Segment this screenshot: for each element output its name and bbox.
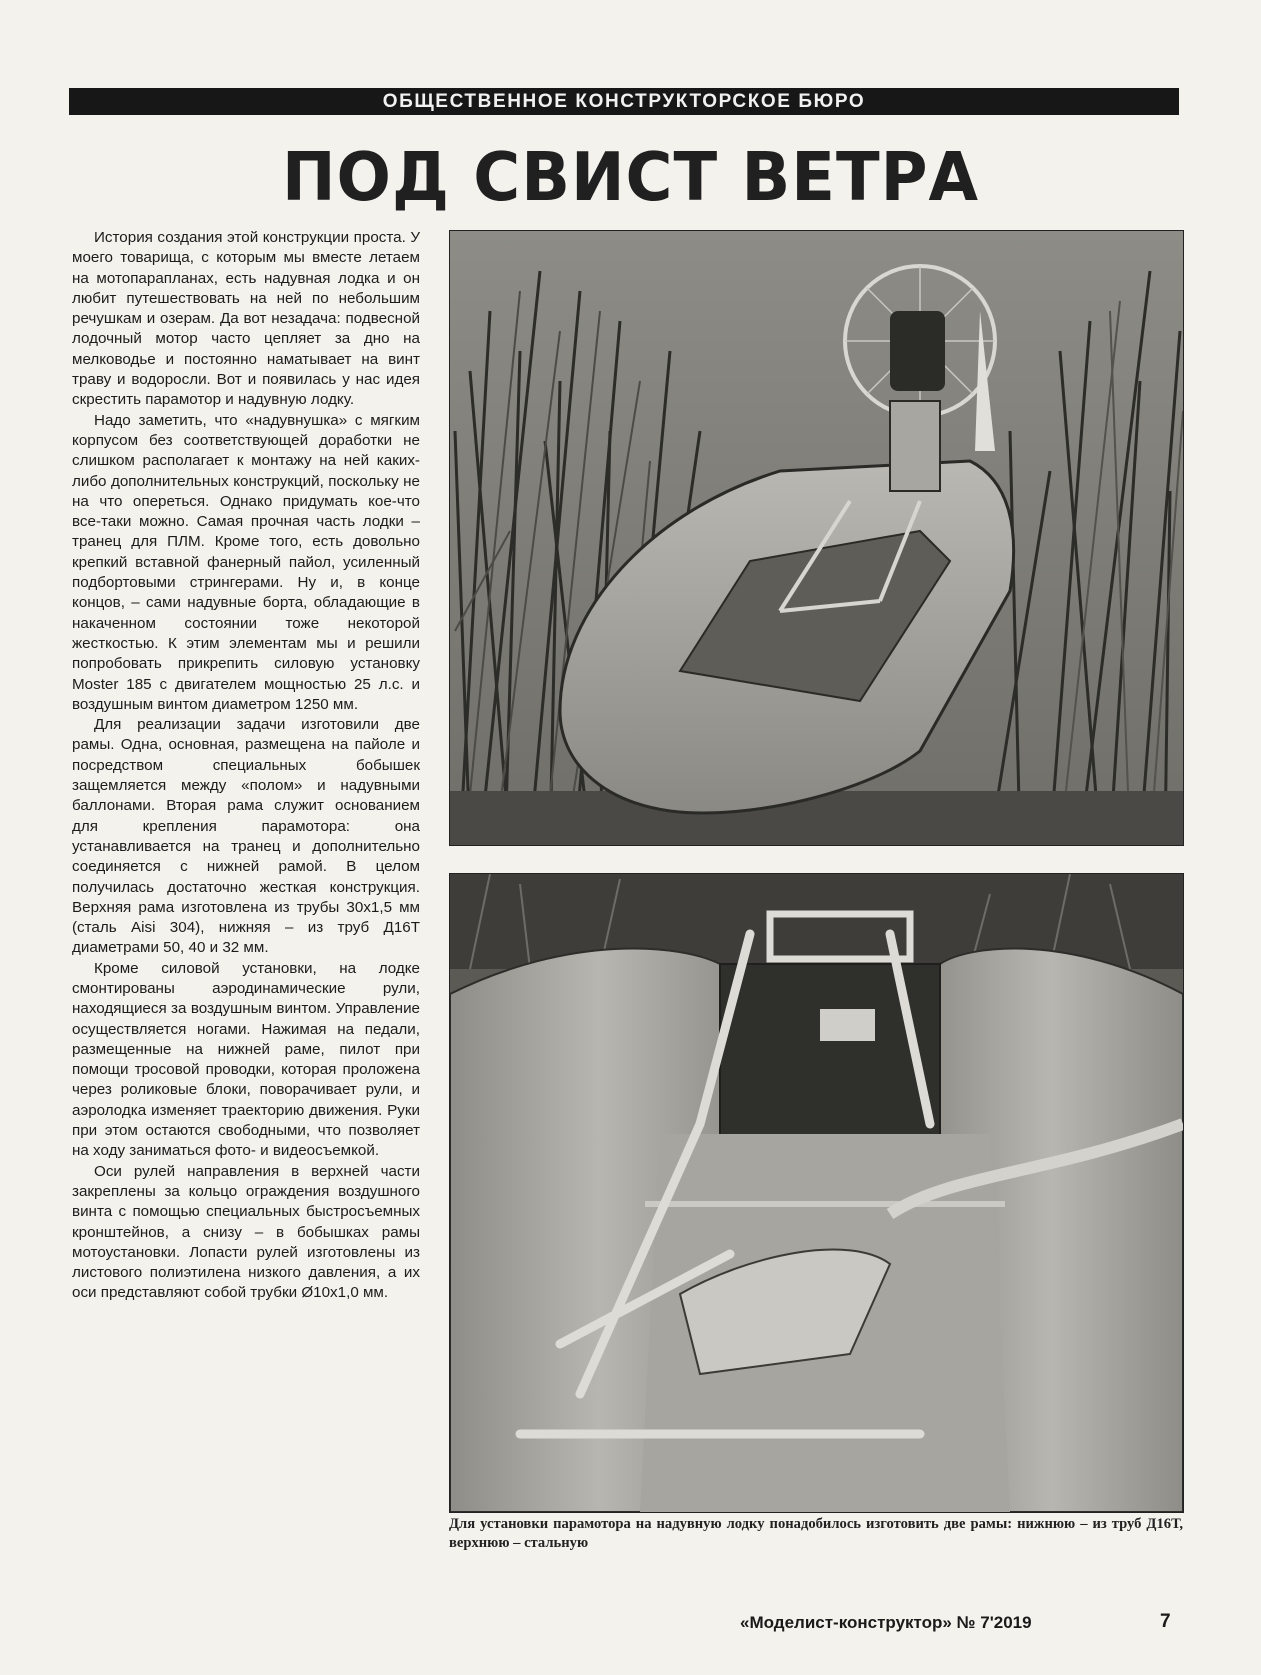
paragraph: Оси рулей направления в верхней части закреплены за кольцо ограждения воздушного винта с помощью специальных быстросъемных кронштейнов, а снизу – в бобышках рамы мотоустановки. Лопасти рулей изготовлены из листового полиэтилена низкого давления, а их оси представляют собой трубки Ø10x1,0 мм.: [72, 1162, 420, 1302]
figure-caption: Для установки парамотора на надувную лодку понадобилось изготовить две рамы: нижнюю – из труб Д16Т, верхнюю – стальную: [449, 1516, 1183, 1551]
photo-boat-in-reeds: [449, 230, 1184, 846]
photo-boat-frame-image: [450, 874, 1183, 1512]
paragraph: Кроме силовой установки, на лодке смонтированы аэродинамические рули, находящиеся за воздушным винтом. Управление осуществляется ногами. Нажимая на педали, размещенные на нижней раме, пилот при помощи тросовой проводки, которая проложена через роликовые блоки, поворачивает рули, и аэролодка изменяет траекторию движения. Руки при этом остаются свободными, что позволяет на ходу заниматься фото- и видеосъемкой.: [72, 959, 420, 1160]
paragraph: История создания этой конструкции проста. У моего товарища, с которым мы вместе летаем на мотопарапланах, есть надувная лодка и он любит путешествовать на ней по небольшим речушкам и озерам. Да вот незадача: подвесной лодочный мотор часто цепляет за дно на мелководье и постоянно наматывает на винт траву и водоросли. Вот и появилась у нас идея скрестить парамотор и надувную лодку.: [72, 229, 420, 409]
article-body: [72, 228, 420, 1304]
paragraph: Надо заметить, что «надувнушка» с мягким корпусом без соответствующей доработки не слишком располагает к монтажу на ней каких-либо дополнительных конструкций, поскольку не на что опереться. Однако придумать кое-что все-таки можно. Самая прочная часть лодки – транец для ПЛМ. Кроме того, есть довольно крепкий вставной фанерный пайол, усиленный подбортовыми стрингерами. Ну и, в конце концов, – сами надувные борта, обладающие в накаченном состоянии тоже некоторой жесткостью. К этим элементам мы и решили попробовать прикрепить силовую установку Moster 185 с двигателем мощностью 25 л.с. и воздушным винтом диаметром 1250 мм.: [72, 411, 420, 713]
article-title: ПОД СВИСТ ВЕТРА: [281, 139, 980, 217]
paragraph: Для реализации задачи изготовили две рамы. Одна, основная, размещена на пайоле и посредством специальных бобышек защемляется между «полом» и надувными баллонами. Вторая рама служит основанием для крепления парамотора: она устанавливается на транец и дополнительно соединяется с нижней рамой. В целом получилась достаточно жесткая конструкция. Верхняя рама изготовлена из трубы 30x1,5 мм (сталь Aisi 304), нижняя – из труб Д16Т диаметрами 50, 40 и 32 мм.: [72, 716, 420, 957]
photo-boat-frame: [449, 873, 1184, 1513]
footer-magazine: «Моделист-конструктор» № 7'2019: [740, 1613, 1032, 1632]
photo-boat-in-reeds-image: [450, 231, 1183, 845]
section-header: ОБЩЕСТВЕННОЕ КОНСТРУКТОРСКОЕ БЮРО: [69, 88, 1179, 115]
page-number: 7: [1160, 1611, 1171, 1632]
